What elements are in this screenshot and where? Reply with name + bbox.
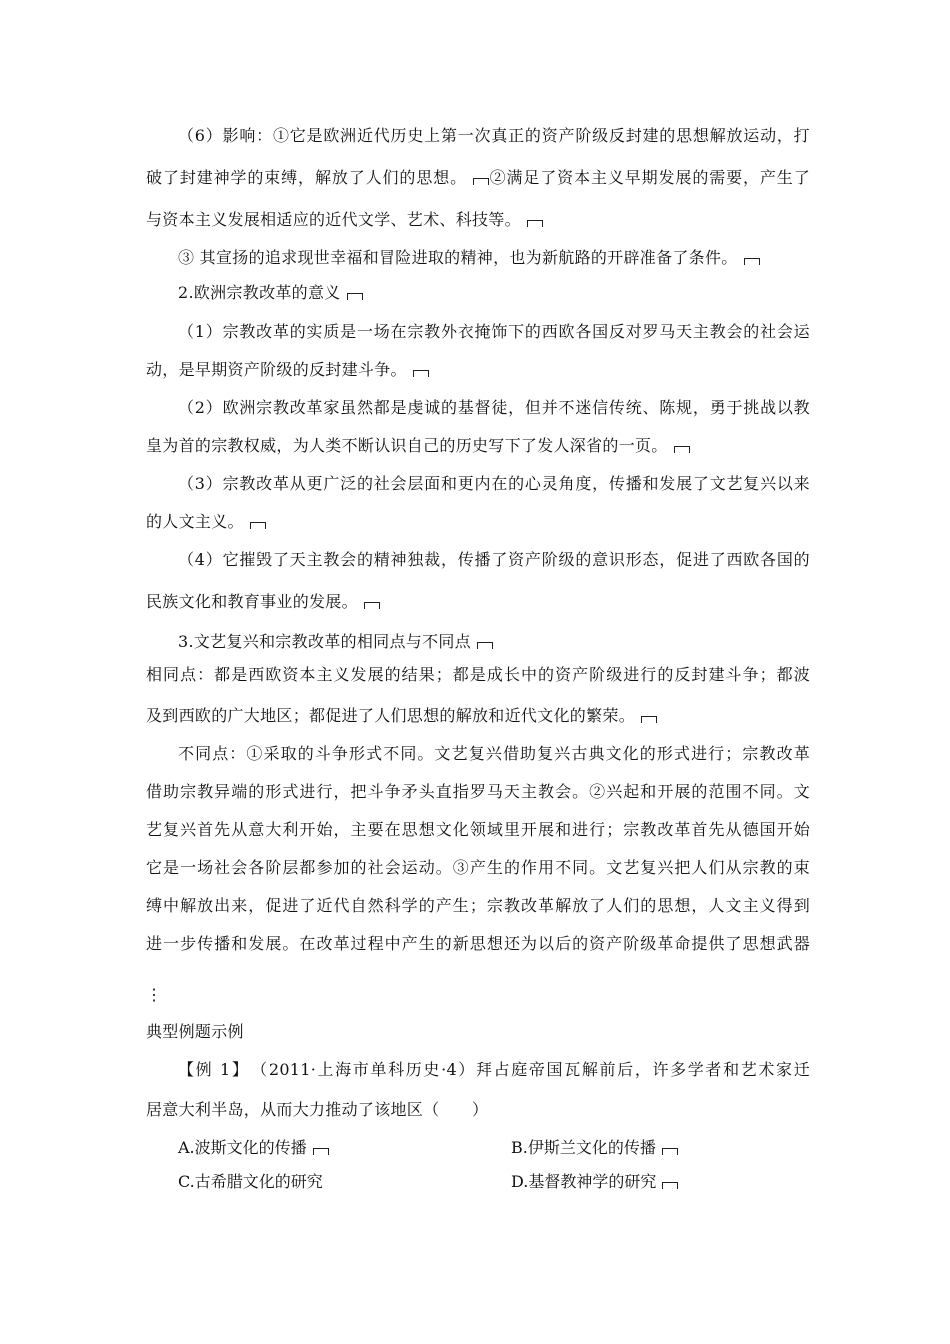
option-d-label: D.基督教神学的研究 — [511, 1172, 657, 1191]
example-1-line-1: 【例 1】 （2011·上海市单科历史·4）拜占庭帝国瓦解前后，许多学者和艺术家迁 — [178, 1060, 810, 1079]
section-2-p2-line-1: （2）欧洲宗教改革家虽然都是虔诚的基督徒，但并不迷信传统、陈规，勇于挑战以教 — [178, 398, 810, 417]
section-2-p3-line-1: （3）宗教改革从更广泛的社会层面和更内在的心灵角度，传播和发展了文艺复兴以来 — [178, 474, 810, 493]
ellipsis-mark: ⋮ — [146, 985, 163, 1004]
influence-line-2 — [146, 168, 810, 188]
differences-line-6: 进一步传播和发展。在改革过程中产生的新思想还为以后的资产阶级革命提供了思想武器 — [146, 934, 810, 953]
paragraph-mark-icon — [347, 293, 363, 300]
influence-line-4-text: ③ 其宣扬的追求现世幸福和冒险进取的精神，也为新航路的开辟准备了条件。 — [178, 248, 738, 267]
paragraph-mark-icon — [662, 1182, 678, 1189]
option-b-label: B.伊斯兰文化的传播 — [511, 1138, 656, 1157]
paragraph-mark-icon — [413, 370, 429, 377]
option-b[interactable] — [511, 1138, 678, 1158]
section-2-p4-line-2-text: 民族文化和教育事业的发展。 — [146, 592, 358, 611]
section-2-p3-line-2-text: 的人文主义。 — [146, 512, 244, 531]
paragraph-mark-icon — [744, 258, 760, 265]
option-d[interactable] — [511, 1172, 678, 1192]
option-c[interactable] — [178, 1172, 323, 1192]
section-2-p1-line-2-text: 动，是早期资产阶级的反封建斗争。 — [146, 360, 407, 379]
paragraph-mark-icon — [364, 602, 380, 609]
section-2-title — [178, 283, 810, 303]
differences-line-3: 艺复兴首先从意大利开始，主要在思想文化领域里开展和进行；宗教改革首先从德国开始 — [146, 820, 810, 839]
option-c-label: C.古希腊文化的研究 — [178, 1172, 323, 1191]
section-2-p4-line-2 — [146, 592, 810, 612]
paragraph-mark-icon — [662, 1148, 678, 1155]
influence-line-2-b: ②满足了资本主义早期发展的需要，产生了 — [489, 168, 810, 187]
influence-line-3 — [146, 210, 810, 230]
section-2-p1-line-1: （1）宗教改革的实质是一场在宗教外衣掩饰下的西欧各国反对罗马天主教会的社会运 — [178, 322, 810, 341]
section-2-p2-line-2-text: 皇为首的宗教权威，为人类不断认识自己的历史写下了发人深省的一页。 — [146, 436, 668, 455]
section-2-p2-line-2 — [146, 436, 810, 456]
section-2-p1-line-2 — [146, 360, 810, 380]
influence-line-1: （6）影响：①它是欧洲近代历史上第一次真正的资产阶级反封建的思想解放运动，打 — [178, 126, 810, 145]
option-a-label: A.波斯文化的传播 — [178, 1138, 307, 1157]
paragraph-mark-icon — [250, 522, 266, 529]
differences-line-1: 不同点：①采取的斗争形式不同。文艺复兴借助复兴古典文化的形式进行；宗教改革 — [178, 744, 810, 763]
paragraph-mark-icon — [674, 446, 690, 453]
influence-line-3-text: 与资本主义发展相适应的近代文学、艺术、科技等。 — [146, 210, 521, 229]
influence-line-2-a: 破了封建神学的束缚，解放了人们的思想。 — [146, 168, 467, 187]
paragraph-mark-icon — [313, 1148, 329, 1155]
similarities-line-2 — [146, 706, 810, 726]
paragraph-mark-icon — [527, 220, 543, 227]
section-2-p4-line-1: （4）它摧毁了天主教会的精神独裁，传播了资产阶级的意识形态，促进了西欧各国的 — [178, 550, 810, 569]
influence-line-4 — [178, 248, 810, 268]
similarities-line-1: 相同点：都是西欧资本主义发展的结果；都是成长中的资产阶级进行的反封建斗争；都波 — [146, 665, 810, 684]
differences-line-5: 缚中解放出来，促进了近代自然科学的产生；宗教改革解放了人们的思想，人文主义得到 — [146, 896, 810, 915]
differences-line-4: 它是一场社会各阶层都参加的社会运动。③产生的作用不同。文艺复兴把人们从宗教的束 — [146, 858, 810, 877]
paragraph-mark-icon — [477, 642, 493, 649]
option-a[interactable] — [178, 1138, 329, 1158]
example-1-line-2: 居意大利半岛，从而大力推动了该地区（ ） — [146, 1100, 489, 1119]
section-2-p3-line-2 — [146, 512, 810, 532]
examples-heading: 典型例题示例 — [146, 1022, 244, 1041]
differences-line-2: 借助宗教异端的形式进行，把斗争矛头直指罗马天主教会。②兴起和开展的范围不同。文 — [146, 782, 810, 801]
section-3-title — [178, 632, 810, 652]
similarities-line-2-text: 及到西欧的广大地区；都促进了人们思想的解放和近代文化的繁荣。 — [146, 706, 636, 725]
section-2-title-text: 2.欧洲宗教改革的意义 — [178, 283, 341, 302]
paragraph-mark-icon — [641, 716, 657, 723]
section-3-title-text: 3.文艺复兴和宗教改革的相同点与不同点 — [178, 632, 471, 651]
paragraph-mark-icon — [473, 178, 489, 185]
